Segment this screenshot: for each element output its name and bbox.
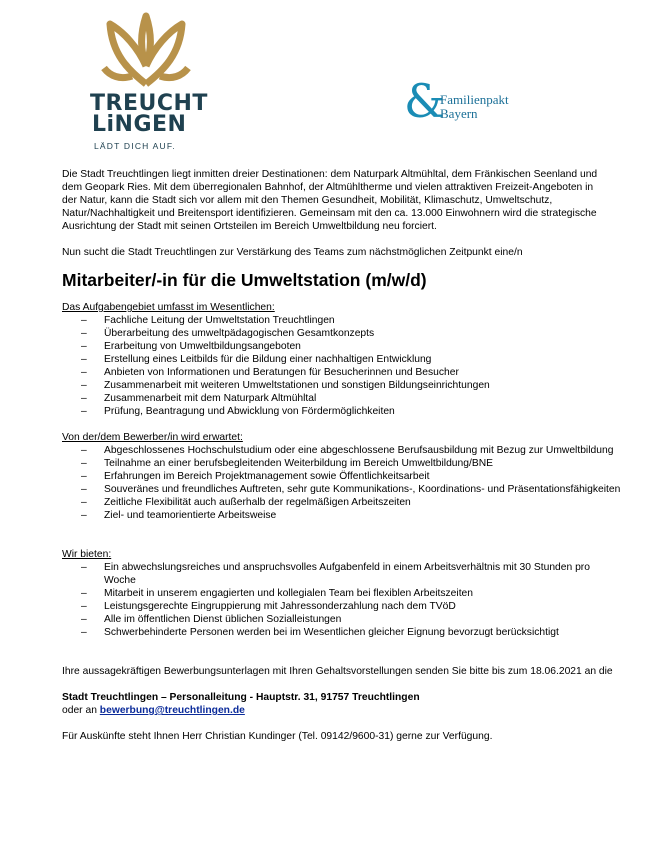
list-item-text: Anbieten von Informationen und Beratungen für Besucherinnen und Besucher	[104, 367, 459, 378]
leaf-emblem-icon	[90, 10, 202, 90]
list-item	[62, 405, 622, 418]
dash-bullet: –	[81, 627, 87, 638]
list-item	[62, 379, 622, 392]
treuchtlingen-logo	[90, 10, 208, 151]
email-line	[62, 704, 622, 717]
job-posting	[62, 168, 622, 743]
dash-bullet: –	[81, 406, 87, 417]
dash-bullet: –	[81, 315, 87, 326]
job-title: Mitarbeiter/-in für die Umweltstation (m/w/d)	[62, 270, 427, 290]
list-item-text: Zusammenarbeit mit dem Naturpark Altmühltal	[104, 393, 317, 404]
list-item	[62, 327, 622, 340]
list-item	[62, 587, 622, 600]
list-item-text: Fachliche Leitung der Umweltstation Treuchtlingen	[104, 315, 335, 326]
dash-bullet: –	[81, 562, 87, 573]
list-item	[62, 626, 622, 639]
dash-bullet: –	[81, 393, 87, 404]
tasks-list	[62, 314, 622, 418]
dash-bullet: –	[81, 367, 87, 378]
list-item	[62, 444, 622, 457]
list-item-text: Teilnahme an einer berufsbegleitenden Weiterbildung im Bereich Umweltbildung/BNE	[104, 458, 494, 469]
dash-bullet: –	[81, 601, 87, 612]
list-item	[62, 613, 622, 626]
list-item	[62, 392, 622, 405]
list-item-text: Mitarbeit in unserem engagierten und kollegialen Team bei flexiblen Arbeitszeiten	[104, 588, 474, 599]
dash-bullet: –	[81, 458, 87, 469]
address-line: Stadt Treuchtlingen – Personalleitung - Hauptstr. 31, 91757 Treuchtlingen	[62, 692, 420, 703]
requirements-list	[62, 444, 622, 522]
list-item-text: Zeitliche Flexibilität auch außerhalb der regelmäßigen Arbeitszeiten	[104, 497, 411, 508]
list-item	[62, 353, 622, 366]
list-item-text: Überarbeitung des umweltpädagogischen Gesamtkonzepts	[104, 328, 375, 339]
dash-bullet: –	[81, 510, 87, 521]
list-item-text: Zusammenarbeit mit weiteren Umweltstationen und sonstigen Bildungseinrichtungen	[104, 380, 490, 391]
email-prefix: oder an	[62, 705, 100, 716]
list-item	[62, 561, 622, 587]
familienpakt-line2: Bayern	[440, 106, 478, 121]
list-item-text: Alle im öffentlichen Dienst üblichen Sozialleistungen	[104, 614, 342, 625]
dash-bullet: –	[81, 445, 87, 456]
dash-bullet: –	[81, 354, 87, 365]
application-text: Ihre aussagekräftigen Bewerbungsunterlagen mit Ihren Gehaltsvorstellungen senden Sie bitte bis zum 18.06.2021 an die	[62, 666, 613, 677]
logo-tagline: LÄDT DICH AUF.	[94, 141, 176, 151]
dash-bullet: –	[81, 471, 87, 482]
logo-line1: TREUCHT	[90, 91, 208, 116]
dash-bullet: –	[81, 484, 87, 495]
familienpakt-line1: Familienpakt	[440, 92, 509, 107]
dash-bullet: –	[81, 380, 87, 391]
list-item	[62, 509, 622, 522]
tasks-title: Das Aufgabengebiet umfasst im Wesentlichen:	[62, 302, 275, 313]
list-item	[62, 314, 622, 327]
intro-paragraph: Die Stadt Treuchtlingen liegt inmitten dreier Destinationen: dem Naturpark Altmühltal, dem Fränkischen Seenland und dem Geopark Ries. Mit dem überregionalen Bahnhof, der Altmühltherme und vielen attraktiven Freizeit-Angeboten in der Natur, kann die Stadt sich vor allem mit den Themen Gesundheit, Mobilität, Klimaschutz, Umweltschutz, Natur/Nachhaltigkeit und Breitensport identifizieren. Gemeinsam mit den ca. 13.000 Einwohnern wird die strategische Ausrichtung der Stadt mit seinen Ortsteilen im Bereich Umweltbildung neu forciert.	[62, 169, 598, 232]
list-item	[62, 496, 622, 509]
list-item-text: Souveränes und freundliches Auftreten, sehr gute Kommunikations-, Koordinations- und Präsentationsfähigkeiten	[104, 484, 621, 495]
list-item-text: Leistungsgerechte Eingruppierung mit Jahressonderzahlung nach dem TVöD	[104, 601, 456, 612]
list-item-text: Prüfung, Beantragung und Abwicklung von Fördermöglichkeiten	[104, 406, 395, 417]
familienpakt-logo	[404, 74, 534, 132]
dash-bullet: –	[81, 614, 87, 625]
contact-line: Für Auskünfte steht Ihnen Herr Christian Kundinger (Tel. 09142/9600-31) gerne zur Verfügung.	[62, 731, 493, 742]
list-item	[62, 340, 622, 353]
search-line: Nun sucht die Stadt Treuchtlingen zur Verstärkung des Teams zum nächstmöglichen Zeitpunkt eine/n	[62, 247, 523, 258]
dash-bullet: –	[81, 341, 87, 352]
logo-line2: LiNGEN	[92, 112, 187, 137]
ampersand-icon: &	[404, 74, 445, 128]
list-item-text: Abgeschlossenes Hochschulstudium oder eine abgeschlossene Berufsausbildung mit Bezug zur Umweltbildung	[104, 445, 614, 456]
list-item-text: Ein abwechslungsreiches und anspruchsvolles Aufgabenfeld in einem Arbeitsverhältnis mit 30 Stunden pro Woche	[104, 562, 590, 586]
dash-bullet: –	[81, 588, 87, 599]
offer-title: Wir bieten:	[62, 549, 112, 560]
dash-bullet: –	[81, 328, 87, 339]
offer-list	[62, 561, 622, 639]
list-item	[62, 457, 622, 470]
list-item	[62, 483, 622, 496]
dash-bullet: –	[81, 497, 87, 508]
list-item	[62, 470, 622, 483]
email-link[interactable]: bewerbung@treuchtlingen.de	[99, 705, 245, 716]
list-item-text: Erstellung eines Leitbilds für die Bildung einer nachhaltigen Entwicklung	[104, 354, 432, 365]
familienpakt-text	[440, 93, 509, 121]
list-item-text: Erfahrungen im Bereich Projektmanagement sowie Öffentlichkeitsarbeit	[104, 471, 430, 482]
list-item-text: Schwerbehinderte Personen werden bei im Wesentlichen gleicher Eignung bevorzugt berücksichtigt	[104, 627, 559, 638]
requirements-title: Von der/dem Bewerber/in wird erwartet:	[62, 432, 243, 443]
list-item-text: Erarbeitung von Umweltbildungsangeboten	[104, 341, 301, 352]
list-item	[62, 600, 622, 613]
list-item-text: Ziel- und teamorientierte Arbeitsweise	[104, 510, 277, 521]
list-item	[62, 366, 622, 379]
